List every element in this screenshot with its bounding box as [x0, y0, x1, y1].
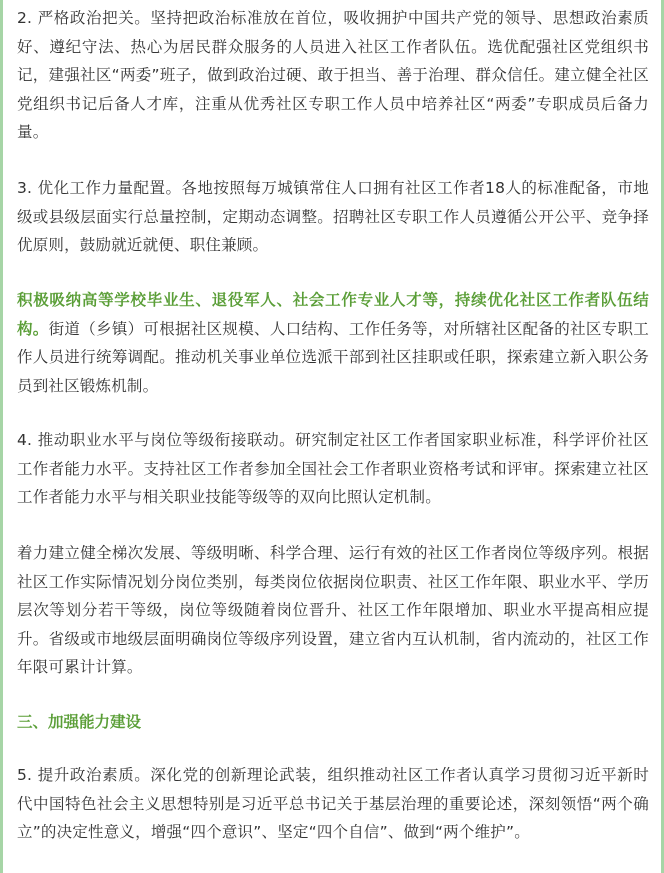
- paragraph-item-4: 4. 推动职业水平与岗位等级衔接联动。研究制定社区工作者国家职业标准，科学评价社区工作者能力水平。支持社区工作者参加全国社会工作者职业资格考试和评审。探索建立社区工作者能力水平与相关职业技能等级等的双向比照认定机制。: [17, 431, 649, 507]
- paragraph-item-4-continued: 着力建立健全梯次发展、等级明晰、科学合理、运行有效的社区工作者岗位等级序列。根据社区工作实际情况划分岗位类别，每类岗位依据岗位职责、社区工作年限、职业水平、学历层次等划分若干等级，岗位等级随着岗位晋升、社区工作年限增加、职业水平提高相应提升。省级或市地级层面明确岗位等级序列设置，建立省内互认机制，省内流动的，社区工作年限可累计计算。: [17, 544, 649, 677]
- paragraph-item-3-continued: [17, 286, 649, 400]
- paragraph-item-3: 3. 优化工作力量配置。各地按照每万城镇常住人口拥有社区工作者18人的标准配备，市地级或县级层面实行总量控制，定期动态调整。招聘社区专职工作人员遵循公开公平、竞争择优原则，鼓励就近就便、职住兼顾。: [17, 179, 649, 255]
- paragraph-item-2: 2. 严格政治把关。坚持把政治标准放在首位，吸收拥护中国共产党的领导、思想政治素质好、遵纪守法、热心为居民群众服务的人员进入社区工作者队伍。选优配强社区党组织书记，建强社区“两委”班子，做到政治过硬、敢于担当、善于治理、群众信任。建立健全社区党组织书记后备人才库，注重从优秀社区专职工作人员中培养社区“两委”专职成员后备力量。: [17, 9, 649, 142]
- paragraph-text: 街道（乡镇）可根据社区规模、人口结构、工作任务等，对所辖社区配备的社区专职工作人员进行统筹调配。推动机关事业单位选派干部到社区挂职或任职，探索建立新入职公务员到社区锻炼机制。: [17, 319, 649, 395]
- paragraph-item-5: 5. 提升政治素质。深化党的创新理论武装，组织推动社区工作者认真学习贯彻习近平新时代中国特色社会主义思想特别是习近平总书记关于基层治理的重要论述，深刻领悟“两个确立”的决定性意义，增强“四个意识”、坚定“四个自信”、做到“两个维护”。: [17, 766, 649, 842]
- section-heading: 三、加强能力建设: [17, 713, 142, 731]
- highlighted-text: 积极吸纳高等学校毕业生、退役军人、社会工作专业人才等，持续优化社区工作者队伍结构。: [17, 291, 649, 338]
